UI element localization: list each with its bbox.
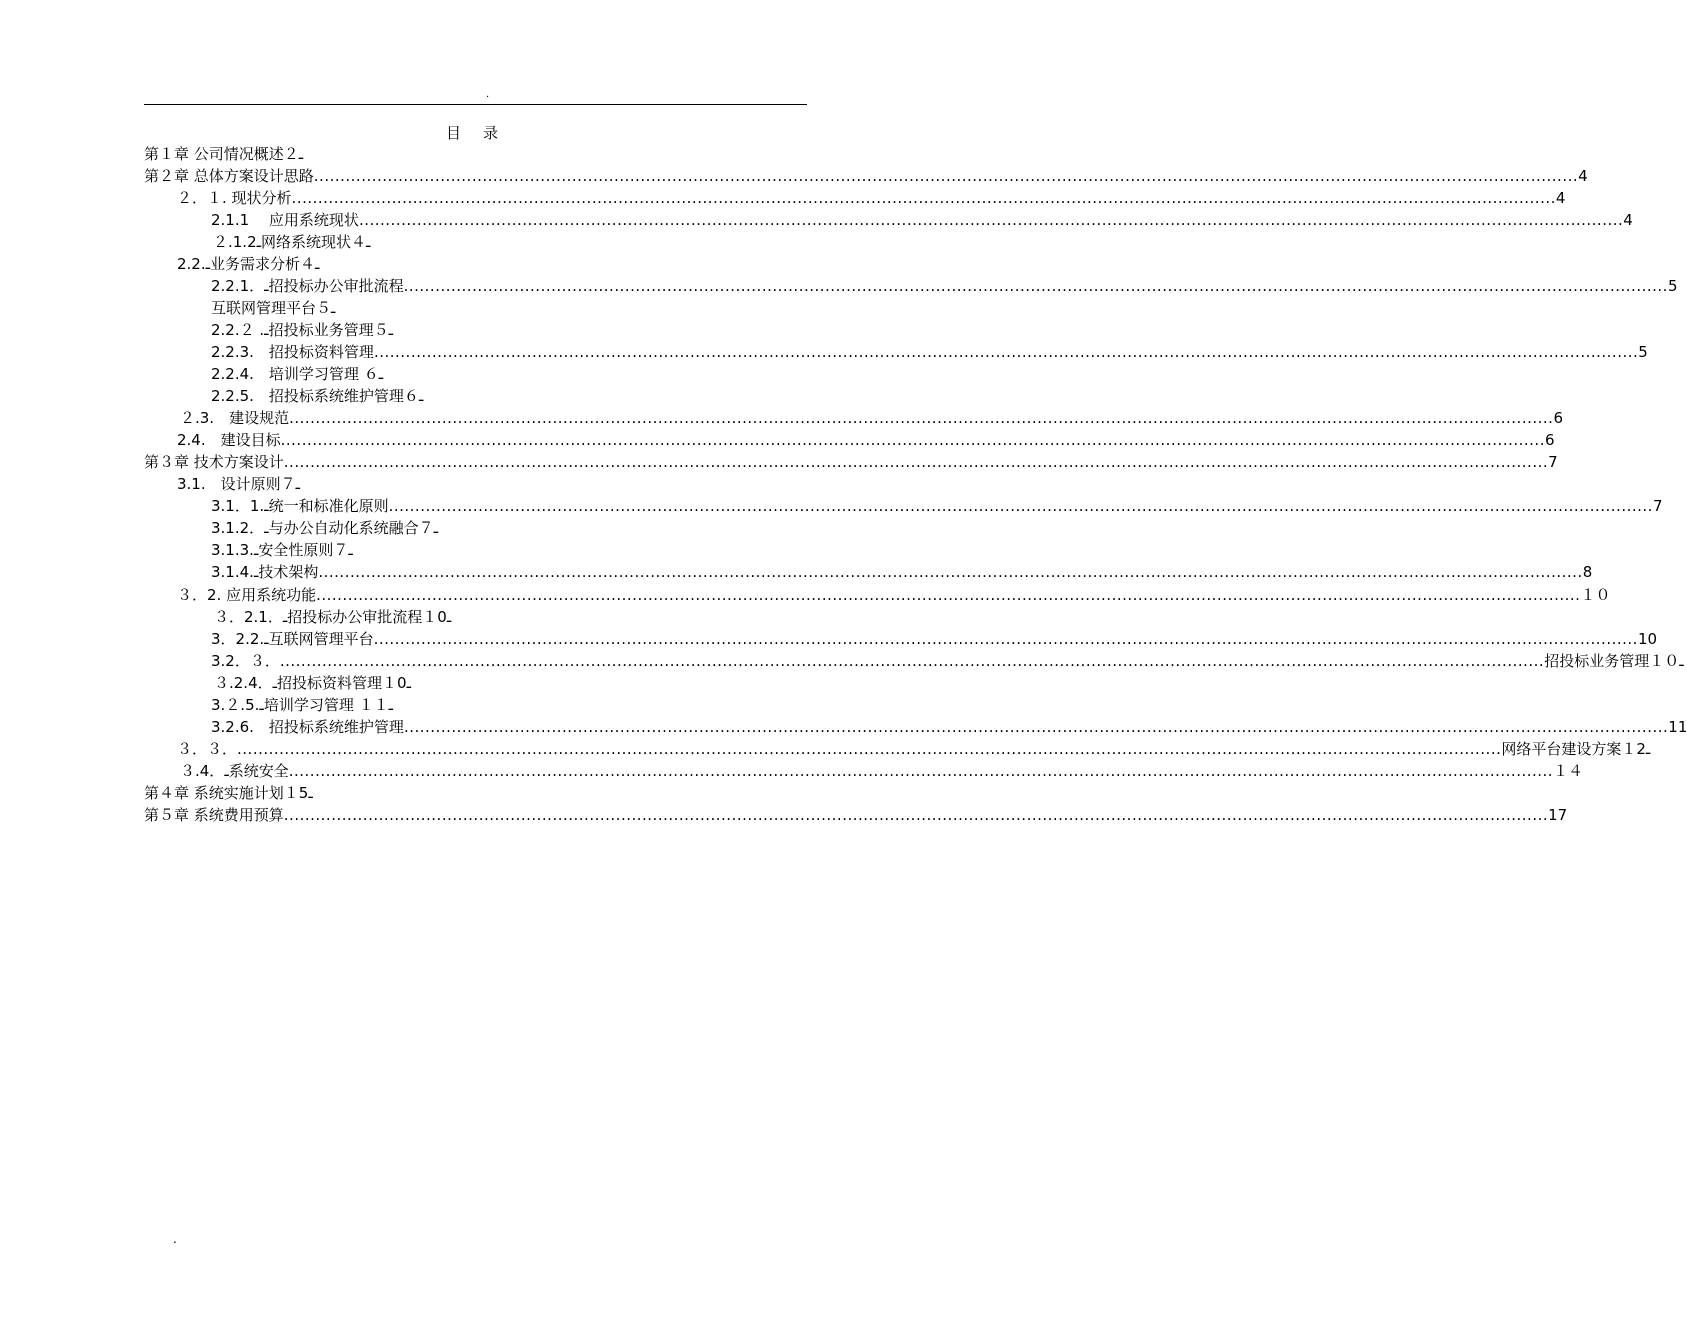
toc-leader-dots: ................................................................................................................................................................................................................................................ — [403, 718, 1669, 736]
toc-entry-title: 2.2.1．ـ招投标办公审批流程 — [211, 277, 404, 295]
header-mark: . — [486, 89, 490, 100]
toc-entry-title: ３．３． — [177, 740, 238, 758]
toc-entry[interactable] — [213, 231, 370, 253]
toc-entry-page: 7 — [1548, 453, 1558, 471]
toc-entry[interactable] — [211, 716, 1687, 738]
toc-entry[interactable] — [211, 319, 393, 341]
toc-entry[interactable] — [177, 473, 300, 495]
toc-entry[interactable] — [211, 297, 335, 319]
toc-entry-page: 招投标业务管理１０ـ — [1544, 652, 1684, 670]
header-rule — [144, 104, 807, 105]
toc-entry-title: 第３章 技术方案设计 — [144, 453, 284, 471]
toc-entry-title: 3.1.3.ـ安全性原则７ـ — [211, 541, 353, 559]
toc-entry-title: ２．１. 现状分析 — [177, 189, 292, 207]
toc-entry-page: 5 — [1638, 343, 1648, 361]
toc-entry-title: 2.2.ـ业务需求分析４ـ — [177, 255, 320, 273]
toc-entry-page: 5 — [1667, 277, 1678, 295]
toc-entry[interactable] — [144, 451, 1558, 473]
toc-entry-page: 11 — [1668, 718, 1687, 736]
toc-entry[interactable] — [177, 253, 319, 275]
toc-entry[interactable] — [211, 495, 1663, 517]
toc-entry-title: 3.２.5.ـ培训学习管理 １１ـ — [211, 696, 393, 714]
toc-entry[interactable] — [211, 628, 1658, 650]
toc-entry-page: 6 — [1553, 409, 1563, 427]
toc-entry[interactable] — [177, 584, 1611, 606]
toc-leader-dots: ................................................................................................................................................................................................................................................ — [288, 762, 1554, 780]
toc-entry-page: １０ — [1580, 586, 1611, 604]
toc-entry-title: 互联网管理平台５ـ — [211, 299, 336, 317]
toc-entry-title: 2.4. 建设目标 — [177, 431, 281, 449]
toc-entry[interactable] — [177, 187, 1566, 209]
toc-entry-title: 第２章 总体方案设计思路 — [144, 167, 314, 185]
toc-leader-dots: ................................................................................................................................................................................................................................................ — [283, 453, 1549, 471]
toc-entry-page: 8 — [1582, 563, 1593, 581]
toc-entry-page: 10 — [1637, 630, 1658, 648]
toc-entry[interactable] — [144, 782, 313, 804]
toc-leader-dots: ................................................................................................................................................................................................................................................ — [403, 277, 1668, 295]
toc-entry[interactable] — [214, 606, 451, 628]
toc-entry-title: 第５章 系统费用预算 — [144, 806, 284, 824]
toc-entry-title: 3.1. 设计原则７ـ — [177, 475, 301, 493]
toc-entry-page: 7 — [1652, 497, 1663, 515]
toc-entry[interactable] — [211, 539, 353, 561]
toc-entry-page: 4 — [1623, 211, 1633, 229]
toc-entry-title: 第４章 系统实施计划１5ـ — [144, 784, 313, 802]
toc-entry[interactable] — [180, 407, 1563, 429]
toc-entry[interactable] — [214, 672, 411, 694]
toc-entry-title: 3．2.2.ـ互联网管理平台 — [211, 630, 374, 648]
toc-entry-title: ２.1.2ـ网络系统现状４ـ — [213, 233, 371, 251]
toc-leader-dots: ................................................................................................................................................................................................................................................ — [280, 431, 1545, 449]
toc-entry[interactable] — [144, 143, 303, 165]
toc-leader-dots: ................................................................................................................................................................................................................................................ — [358, 211, 1624, 229]
toc-entry[interactable] — [211, 694, 393, 716]
toc-entry-title: ３.2.4．ـ招投标资料管理１0ـ — [214, 674, 411, 692]
toc-entry-page: 17 — [1548, 806, 1568, 824]
toc-entry[interactable] — [211, 650, 1684, 672]
toc-entry-title: 3.1.4.ـ技术架构 — [211, 563, 319, 581]
toc-entry[interactable] — [211, 561, 1593, 583]
toc-entry-title: 第１章 公司情况概述２ـ — [144, 145, 304, 163]
toc-entry[interactable] — [211, 517, 438, 539]
toc-leader-dots: ................................................................................................................................................................................................................................................ — [373, 343, 1639, 361]
toc-title: 目录 — [446, 124, 521, 142]
toc-entry-title: 3.2．３． — [211, 652, 280, 670]
toc-entry-title: ２.3. 建设规范 — [180, 409, 290, 427]
toc-entry-title: ３.4．ـ系统安全 — [180, 762, 289, 780]
toc-entry[interactable] — [211, 275, 1678, 297]
toc-entry[interactable] — [180, 760, 1584, 782]
footer-mark: . — [173, 1232, 177, 1246]
toc-entry-title: 2.2.3. 招投标资料管理 — [211, 343, 374, 361]
toc-leader-dots: ................................................................................................................................................................................................................................................ — [279, 652, 1545, 670]
toc-entry-title: 2.2.4. 培训学习管理 ６ـ — [211, 365, 384, 383]
toc-entry-title: 2.1.1 应用系统现状 — [211, 211, 359, 229]
toc-entry[interactable] — [211, 385, 423, 407]
toc-entry-title: ３．2. 应用系统功能 — [177, 586, 317, 604]
toc-entry-title: 3.1.2．ـ与办公自动化系统融合７ـ — [211, 519, 438, 537]
toc-entry-page: 4 — [1578, 167, 1588, 185]
toc-entry[interactable] — [144, 804, 1568, 826]
toc-leader-dots: ................................................................................................................................................................................................................................................ — [318, 563, 1583, 581]
toc-entry[interactable] — [177, 429, 1555, 451]
toc-leader-dots: ................................................................................................................................................................................................................................................ — [237, 740, 1502, 758]
toc-entry[interactable] — [211, 209, 1633, 231]
toc-leader-dots: ................................................................................................................................................................................................................................................ — [316, 586, 1581, 604]
toc-entry-title: ３．2.1．ـ招投标办公审批流程１0ـ — [214, 608, 452, 626]
toc-entry[interactable] — [211, 363, 383, 385]
toc-leader-dots: ................................................................................................................................................................................................................................................ — [373, 630, 1638, 648]
toc-entry[interactable] — [177, 738, 1651, 760]
toc-leader-dots: ................................................................................................................................................................................................................................................ — [313, 167, 1579, 185]
toc-leader-dots: ................................................................................................................................................................................................................................................ — [283, 806, 1549, 824]
toc-entry-title: 3.1．1.ـ统一和标准化原则 — [211, 497, 389, 515]
toc-leader-dots: ................................................................................................................................................................................................................................................ — [291, 189, 1556, 207]
toc-entry-title: 2.2.5. 招投标系统维护管理６ـ — [211, 387, 424, 405]
toc-entry-page: 4 — [1555, 189, 1566, 207]
toc-entry-page: 6 — [1544, 431, 1555, 449]
toc-leader-dots: ................................................................................................................................................................................................................................................ — [388, 497, 1653, 515]
toc-entry-page: １４ — [1553, 762, 1584, 780]
toc-entry-page: 网络平台建设方案１2ـ — [1501, 740, 1651, 758]
toc-leader-dots: ................................................................................................................................................................................................................................................ — [289, 409, 1554, 427]
toc-entry[interactable] — [211, 341, 1648, 363]
toc-entry[interactable] — [144, 165, 1588, 187]
toc-entry-title: 3.2.6. 招投标系统维护管理 — [211, 718, 404, 736]
toc-entry-title: 2.2.２ .ـ招投标业务管理５ـ — [211, 321, 393, 339]
